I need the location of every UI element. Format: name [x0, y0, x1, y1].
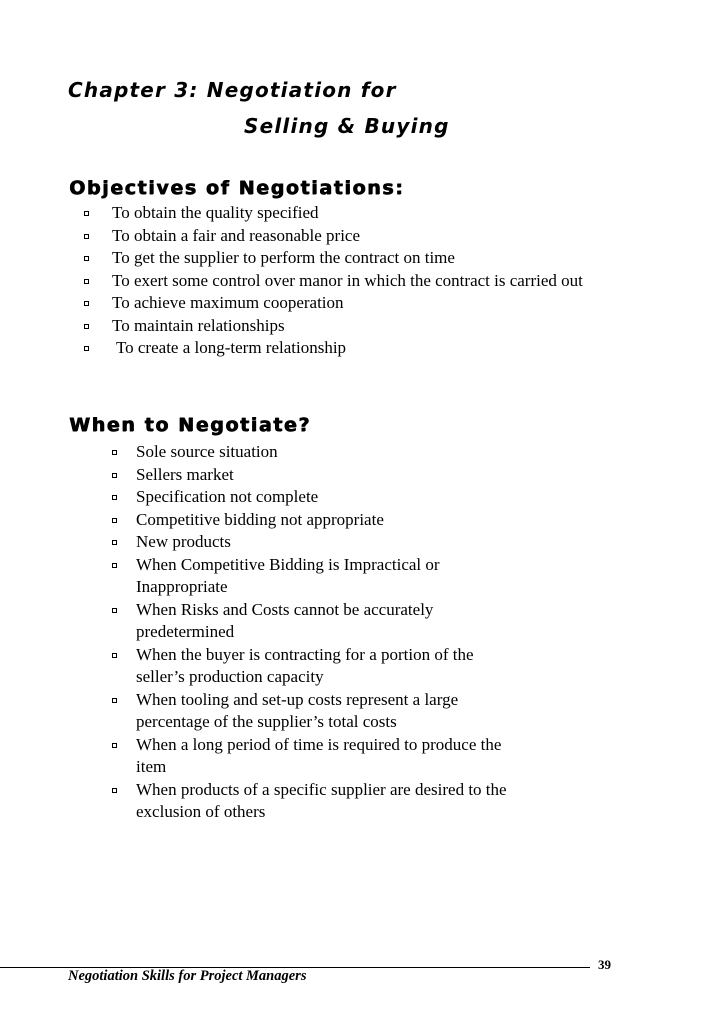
list-item-text-continued: percentage of the supplier’s total costs — [136, 712, 397, 731]
list-item-text: To obtain the quality specified — [112, 203, 319, 222]
square-bullet-icon — [112, 698, 117, 703]
square-bullet-icon — [84, 301, 89, 306]
list-item — [112, 315, 583, 338]
list-item — [136, 464, 507, 487]
list-item-text: New products — [136, 532, 231, 551]
square-bullet-icon — [84, 346, 89, 351]
square-bullet-icon — [84, 279, 89, 284]
square-bullet-icon — [112, 608, 117, 613]
list-item-text: Sole source situation — [136, 442, 278, 461]
square-bullet-icon — [112, 450, 117, 455]
list-item-text: When Competitive Bidding is Impractical or — [136, 554, 440, 574]
list-item — [136, 441, 507, 464]
list-item-text-continued: seller’s production capacity — [136, 667, 324, 686]
list-item-text: To obtain a fair and reasonable price — [112, 225, 361, 245]
list-item — [136, 509, 507, 532]
objectives-list — [112, 202, 583, 360]
list-item-text: Competitive bidding not appropriate — [136, 509, 384, 529]
list-item — [136, 531, 507, 554]
square-bullet-icon — [112, 563, 117, 568]
square-bullet-icon — [84, 256, 89, 261]
square-bullet-icon — [84, 324, 89, 329]
list-item — [112, 270, 583, 293]
list-item-text-continued: Inappropriate — [136, 577, 228, 596]
page-number: 39 — [598, 957, 611, 972]
list-item-text-continued: predetermined — [136, 622, 235, 641]
list-item-text: To create a long-term relationship — [112, 338, 347, 357]
list-item — [112, 247, 583, 270]
list-item-text: Specification not complete — [136, 487, 319, 506]
list-item — [136, 734, 507, 779]
list-item — [136, 486, 507, 509]
square-bullet-icon — [84, 234, 89, 239]
list-item-text-continued: exclusion of others — [136, 802, 266, 821]
square-bullet-icon — [112, 540, 117, 545]
list-item — [136, 554, 507, 599]
list-item — [112, 225, 583, 248]
list-item-text: To exert some control over manor in which the contract is carried out — [112, 270, 583, 290]
footer-title: Negotiation Skills for Project Managers — [68, 968, 307, 984]
when-to-negotiate-heading: When to Negotiate? — [69, 414, 311, 436]
list-item — [112, 337, 583, 360]
list-item-text: When tooling and set-up costs represent a large — [136, 689, 459, 709]
square-bullet-icon — [112, 743, 117, 748]
list-item-text: When Risks and Costs cannot be accurately — [136, 599, 434, 619]
when-to-negotiate-list — [136, 441, 507, 824]
square-bullet-icon — [112, 788, 117, 793]
list-item — [112, 202, 583, 225]
chapter-title — [68, 72, 450, 144]
objectives-heading: Objectives of Negotiations: — [69, 177, 405, 199]
list-item-text: When products of a specific supplier are desired to the — [136, 779, 507, 799]
list-item-text: Sellers market — [136, 464, 234, 484]
chapter-title-line2: Selling & Buying — [244, 114, 450, 138]
list-item — [136, 689, 507, 734]
list-item-text-continued: item — [136, 757, 167, 776]
list-item-text: When a long period of time is required to produce the — [136, 734, 502, 754]
square-bullet-icon — [112, 473, 117, 478]
square-bullet-icon — [84, 211, 89, 216]
list-item-text: To get the supplier to perform the contract on time — [112, 248, 455, 267]
square-bullet-icon — [112, 518, 117, 523]
list-item — [136, 644, 507, 689]
list-item-text: To achieve maximum cooperation — [112, 293, 344, 312]
square-bullet-icon — [112, 653, 117, 658]
square-bullet-icon — [112, 495, 117, 500]
list-item — [136, 779, 507, 824]
list-item — [112, 292, 583, 315]
chapter-title-line1: Chapter 3: Negotiation for — [68, 78, 397, 102]
list-item — [136, 599, 507, 644]
list-item-text: When the buyer is contracting for a portion of the — [136, 644, 474, 664]
list-item-text: To maintain relationships — [112, 315, 285, 335]
